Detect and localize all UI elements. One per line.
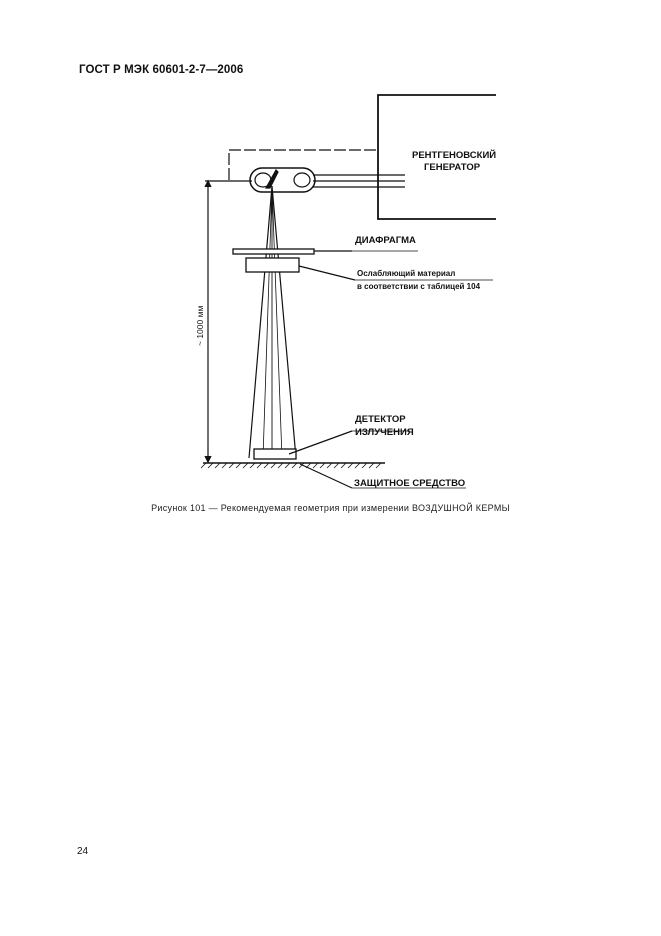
protective-device-label: ЗАЩИТНОЕ СРЕДСТВО: [354, 478, 466, 489]
detector-leader: [289, 431, 352, 454]
generator-label-line2: ГЕНЕРАТОР: [424, 162, 481, 173]
attenuator-leader: [299, 266, 355, 280]
figure-caption: Рисунок 101 — Рекомендуемая геометрия при измерении ВОЗДУШНОЙ КЕРМЫ: [151, 503, 510, 513]
attenuator-label-line1: Ослабляющий материал: [357, 269, 456, 278]
diaphragm-label: ДИАФРАГМА: [355, 235, 416, 246]
tube-cathode: [294, 173, 310, 187]
generator-label-line1: РЕНТГЕНОВСКИЙ: [412, 150, 497, 161]
distance-label: ~ 1000 мм: [195, 305, 205, 346]
distance-arrow-bottom: [205, 456, 211, 462]
xray-tube-housing: [250, 168, 315, 192]
beam-inner-right: [272, 186, 282, 458]
diaphragm: [233, 249, 314, 254]
document-header: ГОСТ Р МЭК 60601-2-7—2006: [79, 64, 244, 76]
focal-spot-target: [266, 170, 278, 188]
beam-inner-left: [263, 186, 272, 458]
detector-label-line1: ДЕТЕКТОР: [355, 414, 406, 425]
beam-outer-left: [249, 186, 272, 458]
attenuator: [246, 258, 299, 272]
page-number: 24: [77, 846, 89, 857]
distance-arrow-top: [205, 181, 211, 187]
beam-outer-right: [272, 186, 296, 458]
protective-device-leader: [300, 464, 352, 488]
detector-label-line2: ИЗЛУЧЕНИЯ: [355, 427, 414, 438]
attenuator-label-line2: в соответствии с таблицей 104: [357, 282, 481, 291]
